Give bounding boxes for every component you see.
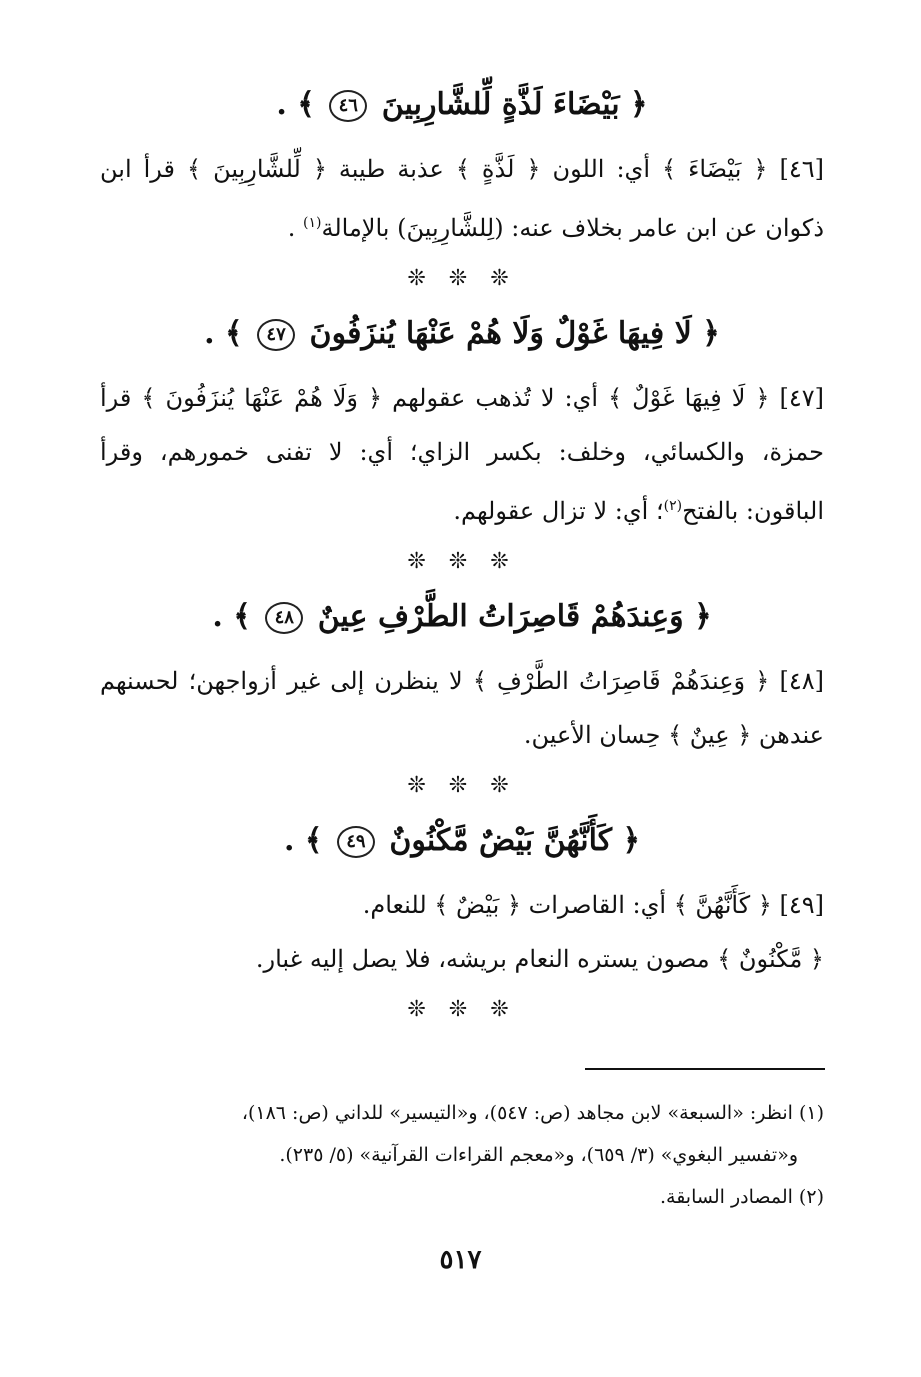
verse-text: ﴿ كَأَنَّهُنَّ بَيْضٌ مَّكْنُونٌ <box>389 823 641 858</box>
verse-close: ﴾ . <box>212 599 251 634</box>
verse-close: ﴾ . <box>283 823 323 858</box>
commentary-text: [٤٧] ﴿ لَا فِيهَا غَوْلٌ ﴾ أي: لا تُذهب عقولهم ﴿ وَلَا هُمْ عَنْهَا يُنزَفُونَ ﴾ قرأ حمزة، والكسائي، وخلف: بكسر الزاي؛ أي: لا تفنى خمورهم، وقرأ الباقون: بالفتح <box>100 384 824 525</box>
verse-number-badge: ٤٦ <box>329 90 367 122</box>
footnote-separator <box>585 1068 825 1070</box>
verse-text: ﴿ بَيْضَاءَ لَذَّةٍ لِّلشَّارِبِينَ <box>381 87 648 122</box>
verse-text: ﴿ وَعِندَهُمْ قَاصِرَاتُ الطَّرْفِ عِينٌ <box>317 599 712 634</box>
section-divider: ❊ ❊ ❊ <box>407 266 517 291</box>
footnote-ref[interactable]: (١) <box>302 215 322 231</box>
footnote-line: (٢) المصادر السابقة. <box>659 1186 824 1208</box>
footnotes <box>100 1092 824 1218</box>
page-number: ٥١٧ <box>439 1245 482 1275</box>
page-body <box>100 70 824 1036</box>
verse-number-badge: ٤٩ <box>337 826 375 858</box>
commentary-text: ﴿ مَّكْنُونٌ ﴾ مصون يستره النعام بريشه، فلا يصل إليه غبار. <box>255 945 824 973</box>
commentary-48 <box>100 654 824 762</box>
commentary-49 <box>100 878 824 932</box>
footnote-1 <box>100 1092 824 1134</box>
commentary-end: ؛ أي: لا تزال عقولهم. <box>453 497 664 525</box>
verse-49 <box>100 816 824 866</box>
commentary-text: [٤٦] ﴿ بَيْضَاءَ ﴾ أي: اللون ﴿ لَذَّةٍ ﴾ عذبة طيبة ﴿ لِّلشَّارِبِينَ ﴾ قرأ ابن ذكوان عن ابن عامر بخلاف عنه: (لِلشَّارِبِينَ) بالإمالة <box>100 155 824 242</box>
commentary-end: . <box>287 214 303 242</box>
verse-close: ﴾ . <box>276 87 315 122</box>
verse-46 <box>100 80 824 130</box>
verse-47 <box>100 309 824 359</box>
verse-number-badge: ٤٧ <box>257 319 295 351</box>
footnote-1-cont <box>100 1134 824 1176</box>
section-divider: ❊ ❊ ❊ <box>407 773 517 798</box>
commentary-text: [٤٩] ﴿ كَأَنَّهُنَّ ﴾ أي: القاصرات ﴿ بَيْضٌ ﴾ للنعام. <box>362 891 824 919</box>
commentary-47 <box>100 371 824 538</box>
verse-number-badge: ٤٨ <box>265 602 303 634</box>
commentary-46 <box>100 142 824 255</box>
footnote-2 <box>100 1176 824 1218</box>
footnote-ref[interactable]: (٢) <box>663 498 683 514</box>
commentary-text: [٤٨] ﴿ وَعِندَهُمْ قَاصِرَاتُ الطَّرْفِ ﴾ لا ينظرن إلى غير أزواجهن؛ لحسنهم عندهن ﴿ عِينٌ ﴾ حِسان الأعين. <box>100 667 824 749</box>
verse-close: ﴾ . <box>204 316 243 351</box>
verse-text: ﴿ لَا فِيهَا غَوْلٌ وَلَا هُمْ عَنْهَا يُنزَفُونَ <box>309 316 720 351</box>
footnote-line: (١) انظر: «السبعة» لابن مجاهد (ص: ٥٤٧)، و«التيسير» للداني (ص: ١٨٦)، <box>241 1102 824 1124</box>
verse-48 <box>100 592 824 642</box>
commentary-49-cont <box>100 932 824 986</box>
section-divider: ❊ ❊ ❊ <box>407 997 517 1022</box>
footnote-line: و«تفسير البغوي» (٣/ ٦٥٩)، و«معجم القراءات القرآنية» (٥/ ٢٣٥). <box>279 1144 798 1166</box>
section-divider: ❊ ❊ ❊ <box>407 549 517 574</box>
